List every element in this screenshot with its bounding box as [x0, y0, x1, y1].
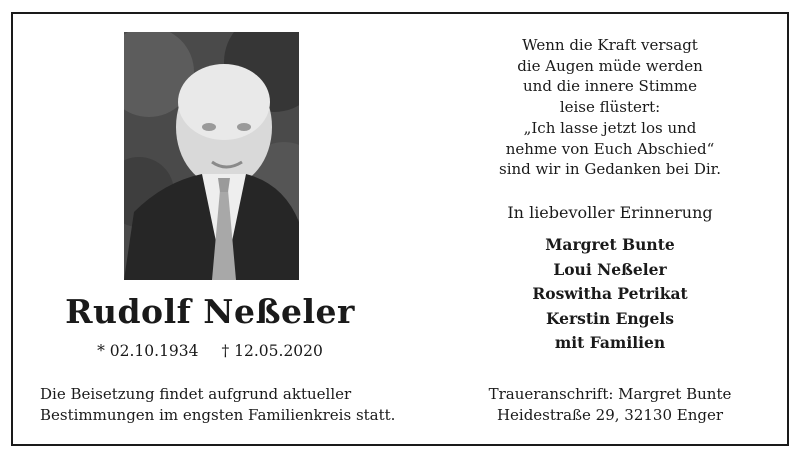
poem-line: die Augen müde werden [517, 56, 703, 75]
mourner-name: mit Familien [554, 333, 666, 352]
mourner-name: Roswitha Petrikat [532, 284, 688, 303]
life-dates [40, 342, 380, 360]
mourner-name: Loui Neßeler [553, 259, 667, 279]
burial-note-line: Bestimmungen im engsten Familienkreis statt. [40, 406, 396, 424]
poem-line: Wenn die Kraft versagt [522, 36, 698, 54]
deceased-name: Rudolf Neßeler [65, 292, 355, 331]
poem-line: leise flüstert: [559, 98, 661, 117]
death-date: † 12.05.2020 [221, 342, 323, 360]
remembrance-heading: In liebevoller Erinnerung [507, 203, 713, 222]
poem-line: „Ich lasse jetzt los und [523, 118, 697, 137]
mourner-name: Kerstin Engels [546, 308, 674, 328]
poem-line: sind wir in Gedanken bei Dir. [499, 160, 721, 179]
burial-note [40, 384, 395, 426]
birth-date: * 02.10.1934 [97, 342, 199, 360]
poem [440, 35, 780, 180]
burial-note-line: Die Beisetzung findet aufgrund aktueller [40, 385, 352, 403]
portrait-photo [124, 32, 299, 280]
mourning-address [440, 384, 780, 426]
poem-line: nehme von Euch Abschied“ [505, 139, 715, 158]
address-line: Traueranschrift: Margret Bunte [488, 385, 732, 403]
poem-line: und die innere Stimme [523, 77, 697, 96]
mourner-name: Margret Bunte [545, 235, 675, 254]
mourners-list [440, 233, 780, 356]
address-line: Heidestraße 29, 32130 Enger [496, 406, 724, 424]
